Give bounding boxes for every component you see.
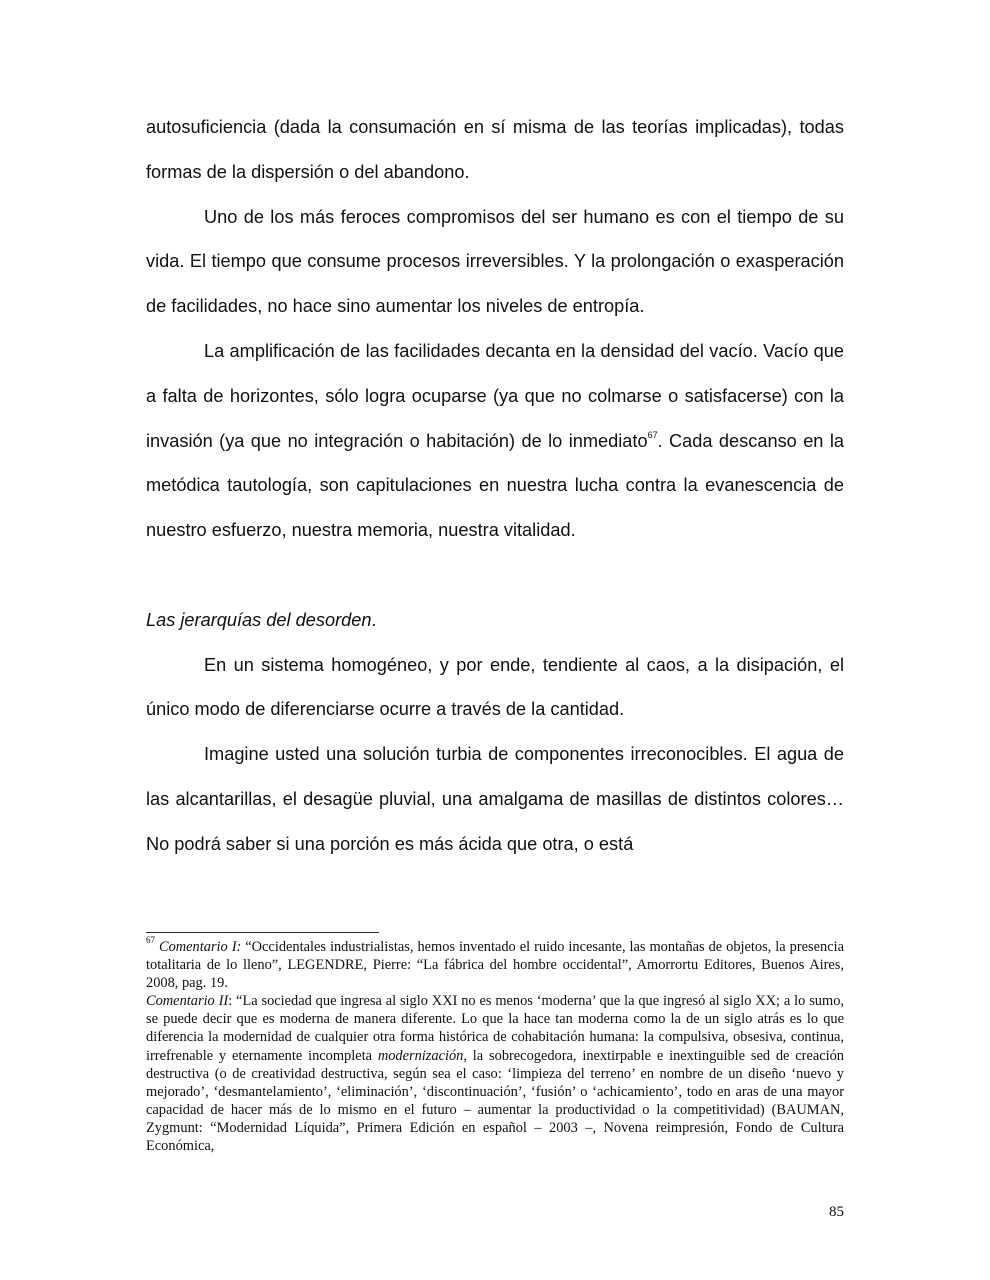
paragraph-continuation: autosuficiencia (dada la consumación en sí misma de las teorías implicadas), todas formas de la dispersión o del abandono. <box>146 117 844 182</box>
footnote-text-2a: : “La sociedad que ingresa al siglo XXI no es menos ‘moderna’ que la que ingresó al siglo XX; a lo sumo, se puede decir que es moderna de manera diferente. Lo que la hace tan moderna como la de un siglo atrás es lo que diferencia la modernidad de cualquier otra forma histórica de cohabitación humana: la compulsiva, obsesiva, continua, irrefrenable y eternamente incompleta <box>146 993 844 1064</box>
paragraph-time: Uno de los más feroces compromisos del ser humano es con el tiempo de su vida. El tiempo que consume procesos irreversibles. Y la prolongación o exasperación de facilidades, no hace sino aumentar los niveles de entropía. <box>146 206 844 317</box>
main-text <box>146 105 844 867</box>
paragraph-amplification-text-a: La amplificación de las facilidades decanta en la densidad del vacío. Vacío que a falta de horizontes, sólo logra ocuparse (ya que no colmarse o satisfacerse) con la invasión (ya que no integración o habitación) de lo inmediato <box>146 340 844 451</box>
page-number: 85 <box>829 1204 844 1220</box>
footnote-comment-1 <box>146 935 844 992</box>
paragraph-turbid-solution: Imagine usted una solución turbia de componentes irreconocibles. El agua de las alcantarillas, el desagüe pluvial, una amalgama de masillas de distintos colores… No podrá saber si una porción es más ácida que otra, o está <box>146 744 844 854</box>
paragraph-amplification-text-b: . Cada descanso en la metódica tautología, son capitulaciones en nuestra lucha contra la evanescencia de nuestro esfuerzo, nuestra memoria, nuestra vitalidad. <box>146 430 844 541</box>
footnote-text-2b: , la sobrecogedora, inextirpable e inextinguible sed de creación destructiva (o de creatividad destructiva, según sea el caso: ‘limpieza del terreno’ en nombre de un diseño ‘nuevo y mejorado’, ‘desmantelamiento’, ‘eliminación’, ‘discontinuación’, ‘fusión’ o ‘achicamiento’, todo en aras de una mayor capacidad de hacer más de lo mismo en el futuro – aumentar la productividad o la competitividad) (BAUMAN, Zygmunt: “Modernidad Líquida”, Primera Edición en español – 2003 –, Novena reimpresión, Fondo de Cultura Económica, <box>146 1047 844 1155</box>
footnote-text-2-italic: modernización <box>377 1047 464 1064</box>
footnote-label-1: Comentario I: <box>158 939 242 955</box>
footnote-text-1: “Occidentales industrialistas, hemos inventado el ruido incesante, las montañas de objetos, la presencia totalitaria de lo lleno”, LEGENDRE, Pierre: “La fábrica del hombre occidental”, Amorrortu Editores, Buenos Aires, 2008, pag. 19. <box>146 939 844 992</box>
footnote-number: 67 <box>146 935 155 946</box>
footnote-comment-2 <box>146 992 844 1155</box>
section-heading <box>146 598 844 643</box>
paragraph-amplification <box>146 329 844 553</box>
paragraph-homogeneous-system: En un sistema homogéneo, y por ende, tendiente al caos, a la disipación, el único modo de diferenciarse ocurre a través de la cantidad. <box>146 654 844 720</box>
footnote-label-2: Comentario II <box>146 993 229 1010</box>
footnote-separator <box>146 932 379 933</box>
footnote-reference[interactable]: 67 <box>647 429 658 440</box>
section-title-suffix: . <box>371 609 377 630</box>
footnote-67 <box>146 935 844 1155</box>
section-title: Las jerarquías del desorden <box>146 609 372 630</box>
